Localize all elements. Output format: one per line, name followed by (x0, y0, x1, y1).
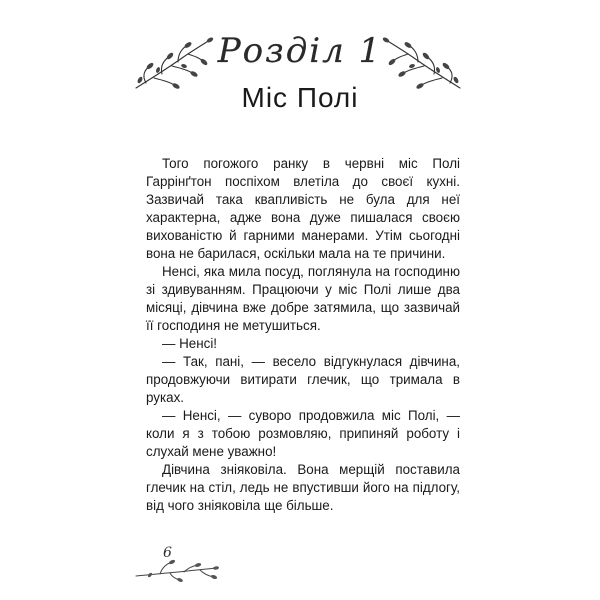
paragraph: Того погожого ранку в червні міс Полі Гаррінґтон поспіхом влетіла до своєї кухні. Зазвичай така квапливість не була для неї характерна, адже вона дуже пишалася своєю вихованістю й гарними манерами. Утім сьогодні вона не барилася, оскільки мала на те причини. (146, 156, 460, 261)
chapter-number: Розділ 1 (217, 31, 383, 71)
paragraph: — Ненсі, — суворо продовжила міс Полі, — коли я з тобою розмовляю, припиняй роботу і слухай мене уважно! (146, 408, 460, 459)
paragraph: — Так, пані, — весело відгукнулася дівчина, продовжуючи витирати глечик, що тримала в руках. (146, 354, 460, 405)
paragraph: — Ненсі! (162, 336, 218, 351)
chapter-body (146, 155, 460, 515)
page-number: 6 (163, 545, 172, 561)
chapter-title: Міс Полі (241, 82, 359, 113)
paragraph: Ненсі, яка мила посуд, поглянула на господиню зі здивуванням. Працюючи у міс Полі лише два місяці, дівчина вже добре затямила, що зазвичай її господиня не метушиться. (146, 264, 460, 333)
floral-footer-branch-icon (130, 548, 222, 582)
paragraph: Дівчина зніяковіла. Вона мерщій поставила глечик на стіл, ледь не впустивши його на підлогу, від чого зніяковіла ще більше. (146, 462, 460, 513)
